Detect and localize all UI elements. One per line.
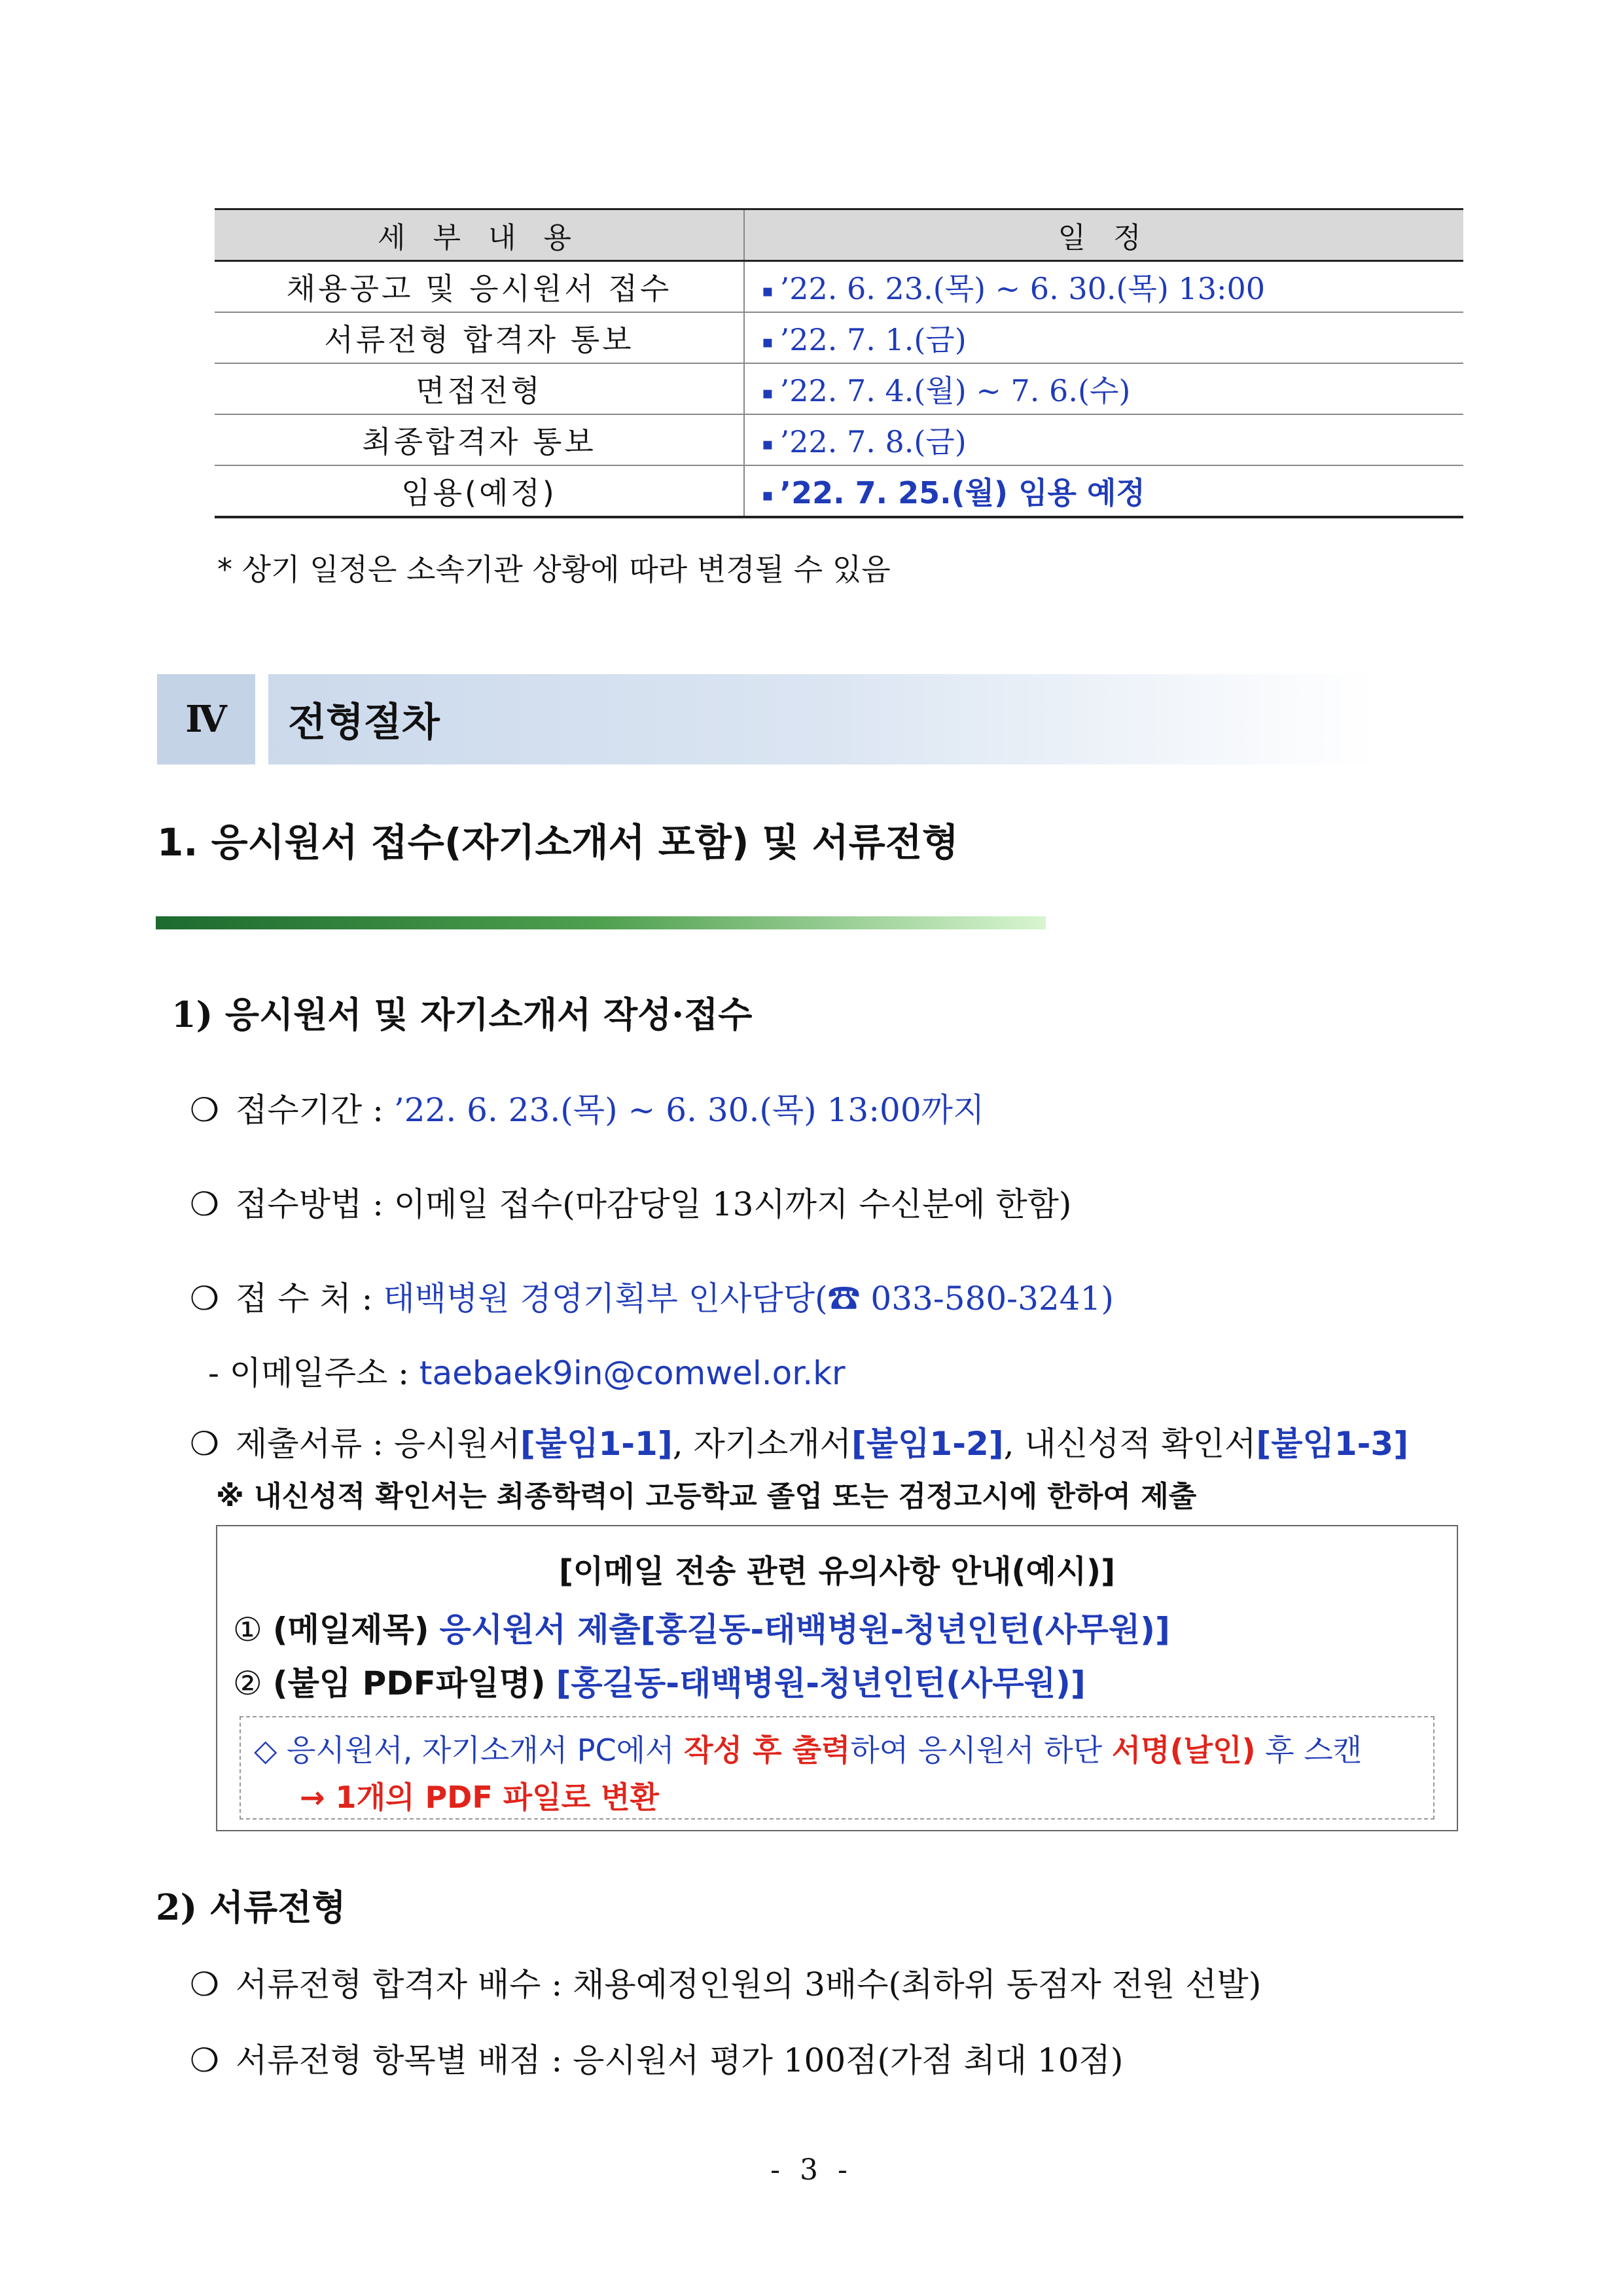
period-line — [190, 1084, 984, 1131]
email-link[interactable]: taebaek9in@comwel.or.kr — [419, 1354, 846, 1392]
square-bullet-icon: ▪ — [762, 332, 774, 352]
schedule-header-item: 세 부 내 용 — [215, 209, 744, 261]
circle-bullet-icon: ❍ — [190, 1965, 219, 2003]
method-line — [190, 1178, 1071, 1225]
schedule-table — [215, 208, 1463, 518]
table-row — [215, 465, 1463, 517]
place-line — [190, 1272, 1114, 1319]
schedule-date: ’22. 7. 25.(월) 임용 예정 — [779, 475, 1145, 511]
schedule-note: * 상기 일정은 소속기관 상황에 따라 변경될 수 있음 — [217, 552, 891, 587]
square-bullet-icon: ▪ — [762, 384, 774, 403]
instruction-box — [240, 1716, 1435, 1820]
circle-bullet-icon: ❍ — [190, 2041, 219, 2079]
docs-text-1: 제출서류 : 응시원서 — [236, 1425, 521, 1463]
circle-bullet-icon: ❍ — [190, 1425, 219, 1463]
row1-value: 응시원서 제출[홍길동-태백병원-청년인턴(사무원)] — [439, 1611, 1170, 1649]
sub2-line-1-text: 서류전형 합격자 배수 : 채용예정인원의 3배수(최하위 동점자 전원 선발) — [236, 1965, 1262, 2003]
docs-tag-3: [붙임1-3] — [1256, 1425, 1409, 1463]
tip-c: 하여 응시원서 하단 — [850, 1732, 1112, 1768]
docs-tag-2: [붙임1-2] — [851, 1425, 1004, 1463]
sub1-title: 1) 응시원서 및 자기소개서 작성·접수 — [171, 994, 753, 1035]
email-notice-box — [216, 1525, 1458, 1831]
schedule-item: 최종합격자 통보 — [215, 414, 744, 465]
square-bullet-icon: ▪ — [762, 435, 774, 454]
schedule-header-date: 일 정 — [744, 209, 1463, 261]
instruction-line-2: → 1개의 PDF 파일로 변환 — [300, 1780, 659, 1815]
row2-number: ② — [233, 1664, 262, 1702]
row2-value: [홍길동-태백병원-청년인턴(사무원)] — [556, 1664, 1086, 1702]
email-label: - 이메일주소 : — [208, 1354, 419, 1392]
schedule-date: ’22. 7. 8.(금) — [779, 424, 967, 459]
email-line — [208, 1347, 846, 1394]
table-row — [215, 414, 1463, 465]
schedule-date: ’22. 7. 4.(월) ~ 7. 6.(수) — [779, 373, 1131, 408]
sub2-line-2-text: 서류전형 항목별 배점 : 응시원서 평가 100점(가점 최대 10점) — [236, 2041, 1124, 2079]
sub2-line-1 — [190, 1958, 1261, 2005]
schedule-item: 채용공고 및 응시원서 접수 — [215, 261, 744, 313]
place-value: 태백병원 경영기획부 인사담당(☎ 033-580-3241) — [383, 1280, 1114, 1318]
email-subject-row — [233, 1604, 1170, 1651]
table-row — [215, 261, 1463, 313]
table-row — [215, 363, 1463, 414]
row1-number: ① — [233, 1611, 262, 1649]
square-bullet-icon: ▪ — [762, 485, 774, 505]
heading-1: 1. 응시원서 접수(자기소개서 포함) 및 서류전형 — [157, 820, 959, 865]
green-divider — [156, 916, 1046, 929]
section-numeral: Ⅳ — [157, 674, 255, 764]
docs-tag-1: [붙임1-1] — [520, 1425, 673, 1463]
docs-text-3: , 내신성적 확인서 — [1003, 1425, 1257, 1463]
period-label: 접수기간 : — [236, 1091, 394, 1129]
schedule-date: ’22. 6. 23.(목) ~ 6. 30.(목) 13:00 — [779, 271, 1265, 306]
sub2-line-2 — [190, 2034, 1123, 2081]
page-number: - 3 - — [770, 2153, 853, 2187]
section-band — [157, 674, 1374, 764]
schedule-date: ’22. 7. 1.(금) — [779, 322, 967, 357]
docs-line — [190, 1418, 1408, 1465]
section-title: 전형절차 — [288, 700, 440, 745]
band-separator — [255, 674, 268, 764]
docs-note: ※ 내신성적 확인서는 최종학력이 고등학교 졸업 또는 검정고시에 한하여 제출 — [216, 1480, 1197, 1513]
tip-a: ◇ 응시원서, 자기소개서 PC에서 — [254, 1732, 685, 1768]
sub2-title: 2) 서류전형 — [156, 1886, 346, 1928]
place-label: 접 수 처 : — [236, 1280, 383, 1318]
period-value: ’22. 6. 23.(목) ~ 6. 30.(목) 13:00까지 — [393, 1091, 985, 1129]
circle-bullet-icon: ❍ — [190, 1280, 219, 1318]
circle-bullet-icon: ❍ — [190, 1091, 219, 1129]
method-text: 접수방법 : 이메일 접수(마감당일 13시까지 수신분에 한함) — [236, 1185, 1072, 1223]
row2-label: (붙임 PDF파일명) — [272, 1664, 546, 1702]
attachment-name-row — [233, 1657, 1086, 1704]
instruction-line-1 — [254, 1727, 1362, 1770]
tip-b: 작성 후 출력 — [684, 1732, 851, 1768]
docs-text-2: , 자기소개서 — [672, 1425, 851, 1463]
tip-e: 후 스캔 — [1255, 1732, 1363, 1768]
schedule-item: 임용(예정) — [215, 465, 744, 517]
schedule-item: 면접전형 — [215, 363, 744, 414]
square-bullet-icon: ▪ — [762, 281, 774, 301]
table-row — [215, 312, 1463, 363]
email-notice-title: [이메일 전송 관련 유의사항 안내(예시)] — [558, 1553, 1116, 1590]
circle-bullet-icon: ❍ — [190, 1185, 219, 1223]
tip-d: 서명(날인) — [1111, 1732, 1256, 1768]
schedule-item: 서류전형 합격자 통보 — [215, 312, 744, 363]
row1-label: (메일제목) — [272, 1611, 429, 1649]
